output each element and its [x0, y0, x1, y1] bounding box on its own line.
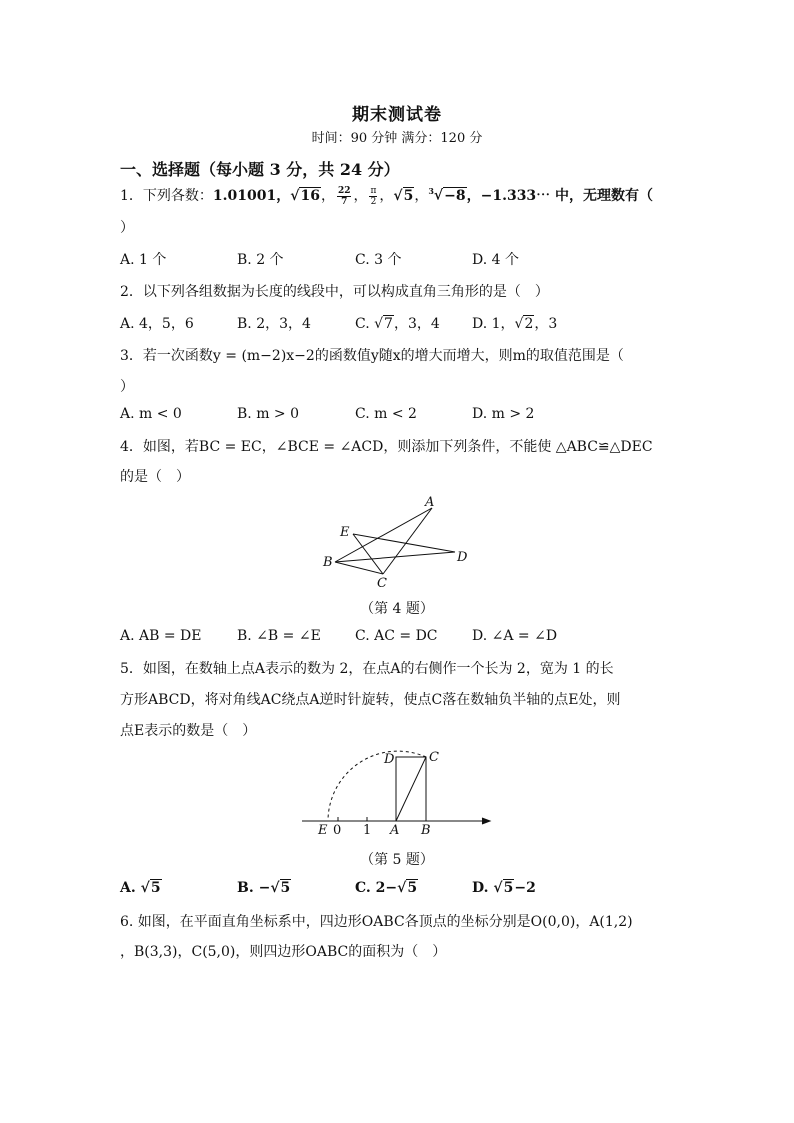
q1-sqrt5: √5: [393, 188, 414, 204]
q5-option-b: B. −√5: [237, 880, 291, 896]
q4-option-d: D. ∠A = ∠D: [472, 628, 558, 644]
q2-option-b: B. 2，3，4: [237, 316, 311, 332]
q4-continuation: 的是（ ）: [120, 469, 190, 485]
q5-label-one: 1: [363, 823, 372, 838]
q1-number-1: 1.01001，: [212, 188, 291, 204]
q5-label-c: C: [429, 750, 439, 765]
q3-option-b: B. m > 0: [237, 406, 300, 422]
q3-continuation: ）: [120, 379, 134, 395]
question-6-line1: 6. 如图，在平面直角坐标系中，四边形OABC各顶点的坐标分别是O(0,0)，A(1,2): [120, 914, 633, 930]
q4-label-b: B: [323, 555, 333, 570]
q5-label-a: A: [390, 823, 400, 838]
q1-sqrt16: √16: [290, 188, 320, 204]
question-6-line2: ，B(3,3)，C(5,0)，则四边形OABC的面积为（ ）: [120, 944, 447, 960]
q4-option-b: B. ∠B = ∠E: [237, 628, 321, 644]
q4-label-d: D: [457, 550, 468, 565]
q4-triangle-figure: [315, 490, 485, 590]
q4-option-a: A. AB = DE: [120, 628, 202, 644]
q2-option-a: A. 4，5，6: [120, 316, 194, 332]
q4-label-e: E: [340, 525, 350, 540]
q4-option-c: C. AC = DC: [355, 628, 438, 644]
q1-option-d: D. 4 个: [472, 252, 519, 268]
q1-option-a: A. 1 个: [120, 252, 167, 268]
q5-label-zero: 0: [333, 823, 342, 838]
q1-option-b: B. 2 个: [237, 252, 284, 268]
q3-option-c: C. m < 2: [355, 406, 417, 422]
question-3: 3．若一次函数y = (m−2)x−2的函数值y随x的增大而增大，则m的取值范围是（: [120, 348, 624, 364]
q1-fraction-22-7: $\frac{22}{7}$: [337, 185, 351, 207]
exam-info: 时间：90 分钟 满分：120 分: [311, 131, 483, 146]
q4-caption: （第 4 题）: [360, 601, 434, 617]
q1-prefix: 1．下列各数：: [120, 188, 213, 204]
q2-option-d: D. 1，√2，3: [472, 316, 558, 332]
q5-label-d: D: [384, 752, 395, 767]
q5-number-line-figure: [300, 745, 500, 840]
q1-continuation: ）: [120, 220, 134, 236]
q5-label-e: E: [318, 823, 328, 838]
q3-option-a: A. m < 0: [120, 406, 182, 422]
q5-option-a: A. √5: [120, 880, 161, 896]
q1-tail: ，−1.333⋯ 中，无理数有（: [466, 188, 654, 204]
question-1: 1．下列各数：1.01001，√16， $\frac{22}{7}$ ， $\frac{\pi}{2}$ ，√5，$^3$√−8，−1.333⋯ 中，无理数有（: [120, 185, 654, 207]
question-5-line3: 点E表示的数是（ ）: [120, 723, 257, 739]
question-2: 2．以下列各组数据为长度的线段中，可以构成直角三角形的是（ ）: [120, 284, 549, 300]
question-5-line2: 方形ABCD，将对角线AC绕点A逆时针旋转，使点C落在数轴负半轴的点E处，则: [120, 692, 621, 708]
q4-label-c: C: [377, 576, 387, 590]
q5-option-c: C. 2−√5: [355, 880, 418, 896]
question-5-line1: 5．如图，在数轴上点A表示的数为 2，在点A的右侧作一个长为 2，宽为 1 的长: [120, 661, 614, 677]
q5-caption: （第 5 题）: [360, 852, 434, 868]
q5-option-d: D. √5−2: [472, 880, 536, 896]
q1-cbrt: $^3$√−8: [428, 186, 466, 204]
q4-label-a: A: [425, 495, 435, 510]
question-4: 4．如图，若BC = EC，∠BCE = ∠ACD，则添加下列条件，不能使 △ABC≌△DEC: [120, 439, 653, 455]
q2-option-c: C. √7，3，4: [355, 316, 440, 332]
q3-option-d: D. m > 2: [472, 406, 535, 422]
q1-option-c: C. 3 个: [355, 252, 402, 268]
q1-fraction-pi-2: $\frac{\pi}{2}$: [370, 185, 377, 207]
q5-label-b: B: [421, 823, 431, 838]
page-title: 期末测试卷: [352, 105, 442, 125]
section-heading: 一、选择题（每小题 3 分，共 24 分）: [120, 160, 400, 179]
